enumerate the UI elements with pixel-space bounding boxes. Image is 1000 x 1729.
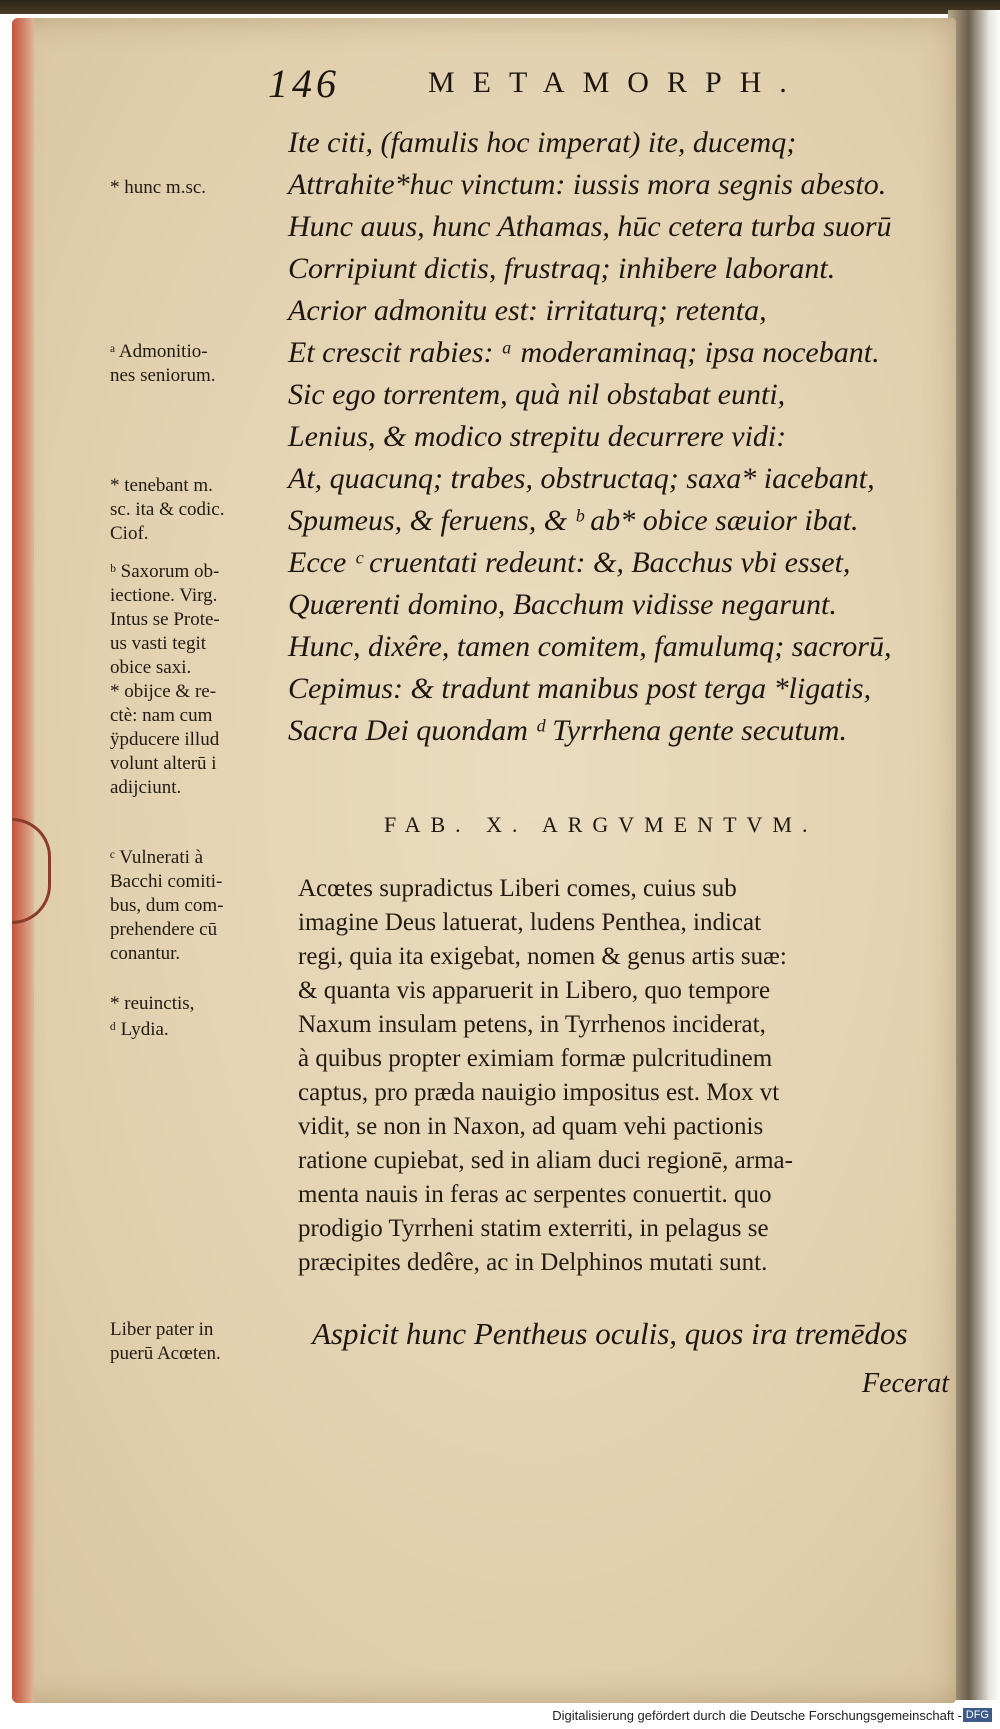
verse-line: At, quacunq; trabes, obstructaq; saxa* iacebant, (288, 462, 875, 495)
margin-note: ᶜ Vulnerati à Bacchi comiti- bus, dum com- prehendere cū conantur. (110, 847, 224, 964)
page-header (268, 60, 888, 116)
verse-line: Hunc, dixêre, tamen comitem, famulumq; sacrorū, (288, 630, 892, 663)
margin-note: Liber pater in puerū Acœten. (110, 1319, 221, 1364)
argument-line: Acœtes supradictus Liberi comes, cuius sub (298, 875, 737, 902)
margin-note: ᵃ Admonitio- nes seniorum. (110, 341, 216, 386)
argument-line: ratione cupiebat, sed in aliam duci regionē, arma- (298, 1147, 793, 1174)
verse-line: Cepimus: & tradunt manibus post terga *ligatis, (288, 672, 872, 705)
argument-line: captus, pro præda nauigio impositus est. Mox vt (298, 1079, 780, 1106)
margin-note: ᵇ Saxorum ob- iectione. Virg. Intus se Prote- us vasti tegit obice saxi. (110, 561, 220, 678)
argument-line: regi, quia ita exigebat, nomen & genus artis suæ: (298, 943, 787, 970)
verse-line: Ecce ᶜ cruentati redeunt: &, Bacchus vbi esset, (288, 546, 851, 579)
margin-note: * hunc m.sc. (110, 177, 207, 198)
book-top-edge (0, 0, 1000, 14)
page-number: 146 (268, 61, 340, 106)
argument-line: præcipites dedêre, ac in Delphinos mutati sunt. (298, 1249, 768, 1276)
verse-line: Lenius, & modico strepitu decurrere vidi: (288, 420, 787, 453)
argument-line: imagine Deus latuerat, ludens Penthea, indicat (298, 909, 762, 936)
verse-line: Sic ego torrentem, quà nil obstabat eunti, (288, 378, 786, 411)
margin-note: * tenebant m. sc. ita & codic. Ciof. (110, 475, 225, 544)
dfg-logo: DFG (963, 1708, 992, 1722)
verse-line: Spumeus, & feruens, & ᵇ ab* obice sæuior ibat. (288, 504, 859, 537)
argument-line: & quanta vis apparuerit in Libero, quo tempore (298, 977, 771, 1004)
argument-line: à quibus propter eximiam formæ pulcritudinem (298, 1045, 773, 1072)
margin-note: ᵈ Lydia. (110, 1019, 169, 1040)
verse-line: Corripiunt dictis, frustraq; inhibere laborant. (288, 252, 836, 285)
verse-line: Et crescit rabies: ᵃ moderaminaq; ipsa nocebant. (288, 336, 880, 369)
verse-line: Attrahite*huc vinctum: iussis mora segnis abesto. (288, 168, 887, 201)
running-title: METAMORPH. (428, 66, 805, 99)
argument-line: prodigio Tyrrheni statim exterriti, in pelagus se (298, 1215, 769, 1242)
verse-line: Sacra Dei quondam ᵈ Tyrrhena gente secutum. (288, 714, 847, 747)
book-clasp-ring (12, 818, 51, 924)
fable-argument-heading: FAB. X. ARGVMENTVM. (384, 812, 818, 837)
verse-line: Hunc auus, hunc Athamas, hūc cetera turba suorū (288, 210, 892, 243)
verse-line: Acrior admonitu est: irritaturq; retenta, (288, 294, 767, 327)
margin-note: * obijce & re- ctè: nam cum ÿpducere illud volunt alterū i adijciunt. (110, 681, 220, 798)
argument-line: vidit, se non in Naxon, ad quam vehi pactionis (298, 1113, 764, 1140)
argument-line: Naxum insulam petens, in Tyrrhenos inciderat, (298, 1011, 766, 1038)
catchword: Fecerat (862, 1368, 950, 1399)
verse-line: Ite citi, (famulis hoc imperat) ite, ducemq; (288, 126, 797, 159)
digitization-credit: Digitalisierung gefördert durch die Deutsche Forschungsgemeinschaft - (552, 1708, 962, 1723)
verse-line: Aspicit hunc Pentheus oculis, quos ira tremēdos (312, 1316, 908, 1351)
argument-line: menta nauis in feras ac serpentes conuertit. quo (298, 1181, 772, 1208)
margin-note: * reuinctis, (110, 993, 195, 1014)
verse-line: Quærenti domino, Bacchum vidisse negarunt. (288, 588, 837, 621)
